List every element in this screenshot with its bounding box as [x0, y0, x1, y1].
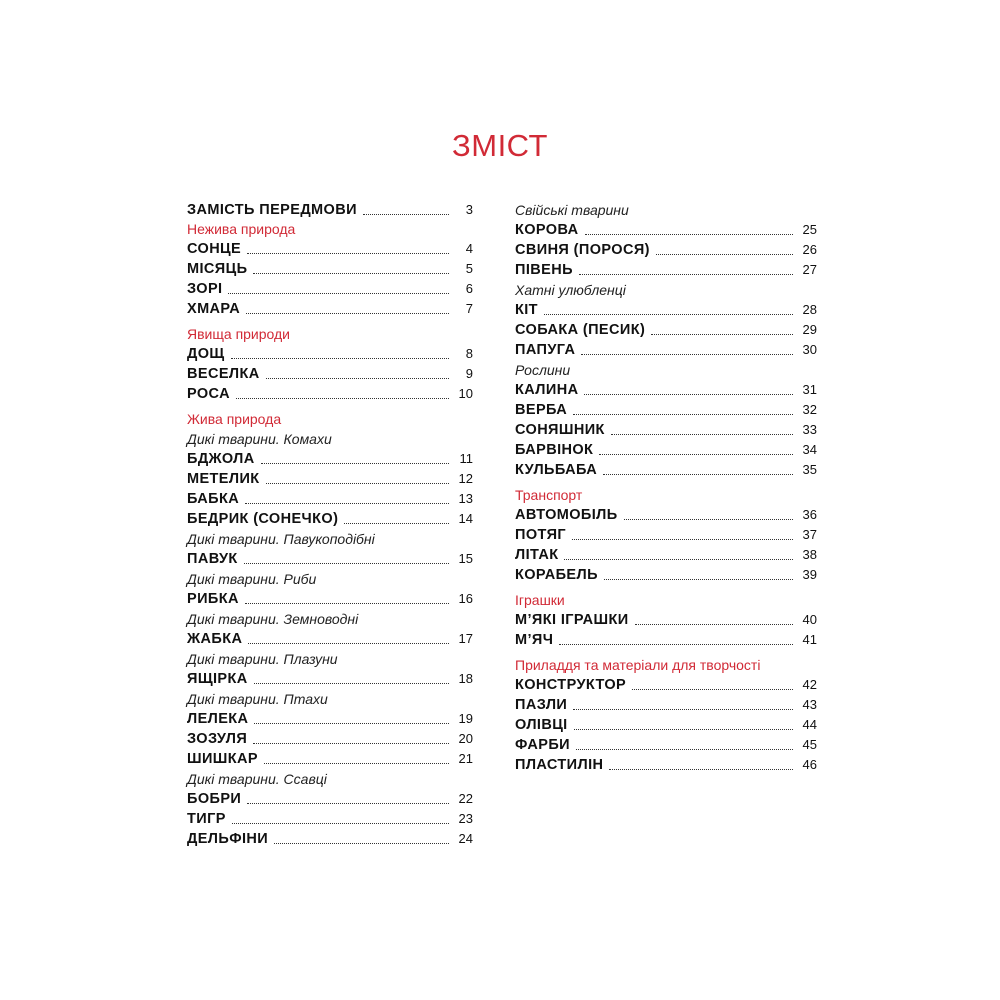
- toc-entry-label: ПЛАСТИЛІН: [515, 757, 604, 773]
- toc-entry-label: КАЛИНА: [515, 382, 579, 398]
- toc-entry[interactable]: [187, 668, 473, 688]
- toc-entry-page-number: 22: [458, 791, 473, 806]
- toc-entry[interactable]: [187, 828, 473, 848]
- toc-entry[interactable]: [187, 468, 473, 488]
- toc-entry-label: ЛЕЛЕКА: [187, 711, 249, 727]
- toc-entry-page-number: 15: [458, 551, 473, 566]
- toc-entry[interactable]: [187, 748, 473, 768]
- toc-entry-label: ПАВУК: [187, 551, 238, 567]
- toc-section-heading: Жива природа: [187, 411, 282, 427]
- toc-entry-label: ВЕРБА: [515, 402, 568, 418]
- toc-entry-page-number: 25: [802, 222, 817, 237]
- dot-leader: [244, 563, 449, 564]
- toc-entry-label: ХМАРА: [187, 301, 241, 317]
- toc-subsection-heading: Хатні улюбленці: [515, 282, 626, 298]
- toc-entry[interactable]: [515, 439, 817, 459]
- dot-leader: [603, 474, 793, 475]
- dot-leader: [585, 234, 793, 235]
- toc-entry-label: ОЛІВЦІ: [515, 717, 568, 733]
- dot-leader: [624, 519, 793, 520]
- toc-entry[interactable]: [515, 564, 817, 584]
- dot-leader: [573, 414, 793, 415]
- toc-entry-label: КІТ: [515, 302, 538, 318]
- toc-entry-label: БОБРИ: [187, 791, 242, 807]
- toc-entry-page-number: 17: [458, 631, 473, 646]
- toc-entry-page-number: 20: [458, 731, 473, 746]
- toc-entry-label: БЕДРИК (СОНЕЧКО): [187, 511, 339, 527]
- toc-entry-label: БАБКА: [187, 491, 240, 507]
- dot-leader: [344, 523, 449, 524]
- toc-subsection-heading: Дикі тварини. Ссавці: [187, 771, 327, 787]
- dot-leader: [573, 709, 793, 710]
- toc-entry-page-number: 34: [802, 442, 817, 457]
- toc-entry-label: ЛІТАК: [515, 547, 559, 563]
- toc-entry-label: БДЖОЛА: [187, 451, 255, 467]
- toc-entry-label: РОСА: [187, 386, 230, 402]
- dot-leader: [632, 689, 793, 690]
- toc-entry-label: ДЕЛЬФІНИ: [187, 831, 269, 847]
- toc-entry-page-number: 29: [802, 322, 817, 337]
- dot-leader: [579, 274, 793, 275]
- toc-subsection-heading: Свійські тварини: [515, 202, 629, 218]
- dot-leader: [572, 539, 793, 540]
- dot-leader: [656, 254, 793, 255]
- toc-entry[interactable]: [515, 339, 817, 359]
- toc-entry-label: ЖАБКА: [187, 631, 243, 647]
- dot-leader: [274, 843, 449, 844]
- dot-leader: [611, 434, 793, 435]
- toc-section-heading: Іграшки: [515, 592, 565, 608]
- toc-entry-label: КОНСТРУКТОР: [515, 677, 627, 693]
- toc-entry-label: ЗОЗУЛЯ: [187, 731, 248, 747]
- toc-entry-page-number: 43: [802, 697, 817, 712]
- dot-leader: [236, 398, 449, 399]
- dot-leader: [604, 579, 793, 580]
- toc-entry[interactable]: [187, 278, 473, 298]
- dot-leader: [232, 823, 449, 824]
- dot-leader: [246, 313, 449, 314]
- toc-entry-page-number: 40: [802, 612, 817, 627]
- toc-section-heading: Приладдя та матеріали для творчості: [515, 657, 761, 673]
- toc-entry-label: МІСЯЦЬ: [187, 261, 248, 277]
- dot-leader: [264, 763, 449, 764]
- toc-entry-label: ПАПУГА: [515, 342, 576, 358]
- toc-entry-label: М’ЯЧ: [515, 632, 554, 648]
- dot-leader: [599, 454, 793, 455]
- toc-entry[interactable]: [515, 734, 817, 754]
- toc-entry[interactable]: [515, 694, 817, 714]
- toc-entry-page-number: 7: [465, 301, 473, 316]
- toc-entry-label: ШИШКАР: [187, 751, 258, 767]
- toc-entry[interactable]: [515, 259, 817, 279]
- toc-entry-page-number: 39: [802, 567, 817, 582]
- dot-leader: [245, 503, 449, 504]
- dot-leader: [247, 803, 449, 804]
- toc-entry[interactable]: [187, 808, 473, 828]
- toc-column-right: [515, 199, 817, 774]
- toc-subsection-heading: Дикі тварини. Риби: [187, 571, 317, 587]
- toc-entry-page-number: 13: [458, 491, 473, 506]
- toc-entry-label: КУЛЬБАБА: [515, 462, 598, 478]
- toc-entry[interactable]: [187, 383, 473, 403]
- toc-entry-label: ПІВЕНЬ: [515, 262, 573, 278]
- toc-entry[interactable]: [515, 219, 817, 239]
- dot-leader: [254, 683, 449, 684]
- toc-entry[interactable]: [187, 548, 473, 568]
- toc-entry-page-number: 32: [802, 402, 817, 417]
- toc-entry[interactable]: [187, 343, 473, 363]
- toc-entry[interactable]: [187, 258, 473, 278]
- dot-leader: [261, 463, 449, 464]
- dot-leader: [564, 559, 793, 560]
- toc-entry[interactable]: [515, 629, 817, 649]
- dot-leader: [248, 643, 449, 644]
- toc-entry-page-number: 44: [802, 717, 817, 732]
- dot-leader: [266, 378, 449, 379]
- toc-subsection-heading: Дикі тварини. Птахи: [187, 691, 328, 707]
- toc-entry-page-number: 14: [458, 511, 473, 526]
- toc-entry[interactable]: [515, 379, 817, 399]
- toc-entry[interactable]: [515, 544, 817, 564]
- dot-leader: [635, 624, 793, 625]
- toc-section-heading: Транспорт: [515, 487, 583, 503]
- toc-entry-label: ПОТЯГ: [515, 527, 567, 543]
- toc-subsection-heading: Дикі тварини. Комахи: [187, 431, 332, 447]
- toc-entry-label: ЯЩІРКА: [187, 671, 248, 687]
- toc-subsection-heading: Дикі тварини. Павукоподібні: [187, 531, 375, 547]
- toc-entry-page-number: 8: [465, 346, 473, 361]
- toc-entry-label: ТИГР: [187, 811, 226, 827]
- dot-leader: [559, 644, 793, 645]
- dot-leader: [231, 358, 449, 359]
- dot-leader: [609, 769, 793, 770]
- dot-leader: [247, 253, 449, 254]
- toc-entry-page-number: 41: [802, 632, 817, 647]
- toc-section-heading: Явища природи: [187, 326, 291, 342]
- toc-entry-page-number: 28: [802, 302, 817, 317]
- toc-entry-page-number: 9: [465, 366, 473, 381]
- dot-leader: [228, 293, 449, 294]
- dot-leader: [363, 214, 449, 215]
- toc-entry-label: КОРАБЕЛЬ: [515, 567, 598, 583]
- toc-entry-page-number: 30: [802, 342, 817, 357]
- toc-entry[interactable]: [515, 504, 817, 524]
- toc-entry-page-number: 42: [802, 677, 817, 692]
- toc-subsection-heading: Дикі тварини. Земноводні: [187, 611, 359, 627]
- toc-entry[interactable]: [187, 588, 473, 608]
- toc-entry-page-number: 24: [458, 831, 473, 846]
- toc-entry-label: ФАРБИ: [515, 737, 571, 753]
- toc-entry-label: РИБКА: [187, 591, 239, 607]
- toc-entry-label: МЕТЕЛИК: [187, 471, 260, 487]
- toc-subsection-heading: Дикі тварини. Плазуни: [187, 651, 338, 667]
- toc-entry-page-number: 37: [802, 527, 817, 542]
- toc-entry[interactable]: [187, 788, 473, 808]
- toc-entry-label: АВТОМОБІЛЬ: [515, 507, 618, 523]
- dot-leader: [576, 749, 793, 750]
- toc-entry-label: ЗАМІСТЬ ПЕРЕДМОВИ: [187, 202, 357, 218]
- toc-entry[interactable]: [515, 419, 817, 439]
- toc-entry-page-number: 26: [802, 242, 817, 257]
- toc-entry-label: СВИНЯ (ПОРОСЯ): [515, 242, 650, 258]
- toc-entry-label: ВЕСЕЛКА: [187, 366, 260, 382]
- toc-entry-page-number: 5: [465, 261, 473, 276]
- dot-leader: [253, 743, 449, 744]
- toc-entry[interactable]: [515, 319, 817, 339]
- toc-entry[interactable]: [515, 239, 817, 259]
- toc-entry-label: КОРОВА: [515, 222, 579, 238]
- toc-entry-page-number: 3: [465, 202, 473, 217]
- toc-entry-page-number: 23: [458, 811, 473, 826]
- dot-leader: [245, 603, 449, 604]
- toc-entry-page-number: 35: [802, 462, 817, 477]
- toc-entry[interactable]: [515, 609, 817, 629]
- toc-entry-label: М’ЯКІ ІГРАШКИ: [515, 612, 629, 628]
- dot-leader: [254, 723, 449, 724]
- dot-leader: [253, 273, 449, 274]
- toc-entry[interactable]: [187, 199, 473, 219]
- toc-entry[interactable]: [187, 708, 473, 728]
- toc-entry-label: БАРВІНОК: [515, 442, 594, 458]
- dot-leader: [266, 483, 449, 484]
- toc-entry[interactable]: [515, 459, 817, 479]
- dot-leader: [651, 334, 793, 335]
- dot-leader: [544, 314, 793, 315]
- toc-subsection-heading: Рослини: [515, 362, 571, 378]
- toc-entry-page-number: 38: [802, 547, 817, 562]
- toc-entry-label: ПАЗЛИ: [515, 697, 568, 713]
- toc-entry[interactable]: [515, 674, 817, 694]
- toc-entry[interactable]: [187, 363, 473, 383]
- toc-entry-page-number: 6: [465, 281, 473, 296]
- toc-entry-page-number: 18: [458, 671, 473, 686]
- toc-entry[interactable]: [187, 488, 473, 508]
- toc-entry-label: ЗОРІ: [187, 281, 223, 297]
- toc-entry[interactable]: [187, 298, 473, 318]
- toc-entry-page-number: 31: [802, 382, 817, 397]
- toc-entry-page-number: 10: [458, 386, 473, 401]
- toc-entry-page-number: 45: [802, 737, 817, 752]
- toc-entry-label: СОНЯШНИК: [515, 422, 605, 438]
- toc-entry[interactable]: [515, 399, 817, 419]
- toc-entry-page-number: 21: [458, 751, 473, 766]
- dot-leader: [584, 394, 793, 395]
- toc-entry-page-number: 27: [802, 262, 817, 277]
- dot-leader: [574, 729, 793, 730]
- toc-entry[interactable]: [187, 238, 473, 258]
- toc-entry[interactable]: [515, 299, 817, 319]
- toc-entry-page-number: 4: [465, 241, 473, 256]
- toc-entry-page-number: 46: [802, 757, 817, 772]
- page-title: ЗМІСТ: [452, 128, 548, 163]
- toc-entry-label: ДОЩ: [187, 346, 225, 362]
- dot-leader: [581, 354, 793, 355]
- toc-entry-page-number: 19: [458, 711, 473, 726]
- toc-entry[interactable]: [187, 728, 473, 748]
- toc-entry-label: СОНЦЕ: [187, 241, 242, 257]
- toc-entry[interactable]: [187, 628, 473, 648]
- toc-entry-page-number: 11: [459, 451, 473, 466]
- toc-column-left: [187, 199, 473, 848]
- toc-entry-page-number: 36: [802, 507, 817, 522]
- toc-entry[interactable]: [515, 754, 817, 774]
- toc-entry-page-number: 12: [458, 471, 473, 486]
- toc-entry[interactable]: [187, 448, 473, 468]
- toc-entry[interactable]: [515, 524, 817, 544]
- toc-entry-page-number: 16: [458, 591, 473, 606]
- toc-entry[interactable]: [187, 508, 473, 528]
- toc-entry-page-number: 33: [802, 422, 817, 437]
- toc-entry-label: СОБАКА (ПЕСИК): [515, 322, 646, 338]
- toc-section-heading: Нежива природа: [187, 221, 296, 237]
- toc-entry[interactable]: [515, 714, 817, 734]
